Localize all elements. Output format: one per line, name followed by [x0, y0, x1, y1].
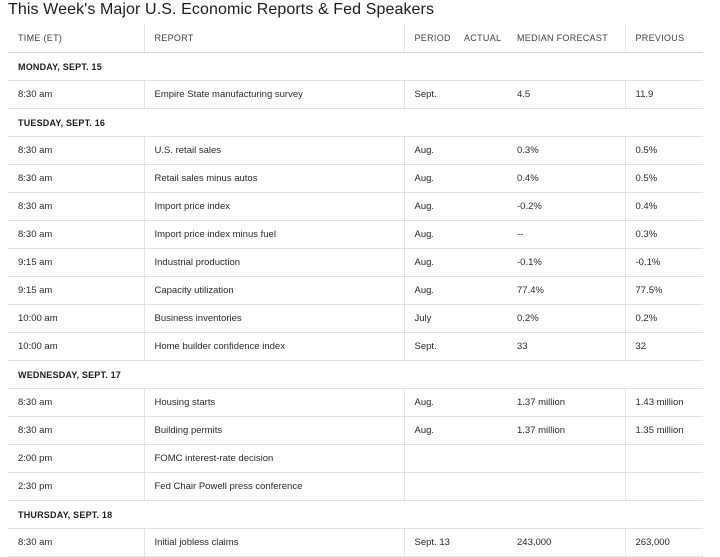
reports-table	[8, 24, 703, 557]
cell-time: 8:30 am	[8, 165, 144, 193]
cell-previous	[625, 473, 703, 501]
cell-median	[507, 445, 625, 473]
cell-period: Sept.	[404, 81, 454, 109]
cell-actual	[454, 417, 507, 445]
cell-actual	[454, 165, 507, 193]
table-row	[8, 249, 703, 277]
cell-median: -0.1%	[507, 249, 625, 277]
table-row	[8, 473, 703, 501]
cell-report: Home builder confidence index	[144, 333, 404, 361]
cell-previous: 11.9	[625, 81, 703, 109]
cell-time: 10:00 am	[8, 333, 144, 361]
cell-time: 8:30 am	[8, 137, 144, 165]
cell-actual	[454, 473, 507, 501]
day-header-row	[8, 361, 703, 389]
cell-previous: 0.2%	[625, 305, 703, 333]
cell-median: 1.37 million	[507, 417, 625, 445]
cell-median: 33	[507, 333, 625, 361]
day-label: WEDNESDAY, SEPT. 17	[8, 361, 703, 389]
cell-median: 4.5	[507, 81, 625, 109]
cell-period: Aug.	[404, 277, 454, 305]
cell-previous: 1.35 million	[625, 417, 703, 445]
col-header-period: PERIOD	[404, 24, 454, 53]
day-label: TUESDAY, SEPT. 16	[8, 109, 703, 137]
cell-report: U.S. retail sales	[144, 137, 404, 165]
cell-report: Import price index minus fuel	[144, 221, 404, 249]
cell-time: 2:30 pm	[8, 473, 144, 501]
cell-previous: -0.1%	[625, 249, 703, 277]
cell-previous	[625, 445, 703, 473]
cell-median: --	[507, 221, 625, 249]
cell-actual	[454, 333, 507, 361]
cell-actual	[454, 305, 507, 333]
cell-report: Housing starts	[144, 389, 404, 417]
cell-report: Business inventories	[144, 305, 404, 333]
cell-report: Fed Chair Powell press conference	[144, 473, 404, 501]
cell-previous: 0.5%	[625, 165, 703, 193]
cell-time: 10:00 am	[8, 305, 144, 333]
table-row	[8, 137, 703, 165]
cell-median: 0.3%	[507, 137, 625, 165]
cell-actual	[454, 221, 507, 249]
cell-previous: 0.5%	[625, 137, 703, 165]
cell-report: Initial jobless claims	[144, 529, 404, 557]
cell-actual	[454, 249, 507, 277]
cell-actual	[454, 277, 507, 305]
cell-actual	[454, 81, 507, 109]
cell-period: Aug.	[404, 389, 454, 417]
cell-median: 77.4%	[507, 277, 625, 305]
cell-report: Empire State manufacturing survey	[144, 81, 404, 109]
cell-previous: 0.3%	[625, 221, 703, 249]
table-row	[8, 277, 703, 305]
col-header-median-forecast: MEDIAN FORECAST	[507, 24, 625, 53]
col-header-time: TIME (ET)	[8, 24, 144, 53]
table-row	[8, 417, 703, 445]
cell-median: 1.37 million	[507, 389, 625, 417]
table-row	[8, 305, 703, 333]
cell-period	[404, 445, 454, 473]
cell-time: 8:30 am	[8, 193, 144, 221]
cell-period	[404, 473, 454, 501]
cell-actual	[454, 193, 507, 221]
cell-time: 8:30 am	[8, 81, 144, 109]
cell-actual	[454, 389, 507, 417]
cell-report: FOMC interest-rate decision	[144, 445, 404, 473]
cell-report: Capacity utilization	[144, 277, 404, 305]
day-label: THURSDAY, SEPT. 18	[8, 501, 703, 529]
cell-previous: 1.43 million	[625, 389, 703, 417]
cell-period: Sept. 13	[404, 529, 454, 557]
cell-actual	[454, 137, 507, 165]
cell-previous: 32	[625, 333, 703, 361]
table-row	[8, 221, 703, 249]
day-header-row	[8, 501, 703, 529]
table-body	[8, 53, 703, 557]
table-row	[8, 81, 703, 109]
cell-period: July	[404, 305, 454, 333]
cell-time: 9:15 am	[8, 249, 144, 277]
header-row	[8, 24, 703, 53]
cell-period: Aug.	[404, 165, 454, 193]
table-row	[8, 193, 703, 221]
cell-report: Retail sales minus autos	[144, 165, 404, 193]
cell-actual	[454, 445, 507, 473]
table-row	[8, 445, 703, 473]
cell-time: 8:30 am	[8, 389, 144, 417]
cell-median: -0.2%	[507, 193, 625, 221]
cell-report: Industrial production	[144, 249, 404, 277]
cell-period: Aug.	[404, 193, 454, 221]
cell-median: 0.4%	[507, 165, 625, 193]
cell-time: 8:30 am	[8, 529, 144, 557]
page-title: This Week's Major U.S. Economic Reports & Fed Speakers	[8, 1, 435, 18]
col-header-report: REPORT	[144, 24, 404, 53]
cell-median: 243,000	[507, 529, 625, 557]
cell-time: 2:00 pm	[8, 445, 144, 473]
cell-period: Aug.	[404, 249, 454, 277]
day-header-row	[8, 53, 703, 81]
cell-time: 8:30 am	[8, 221, 144, 249]
cell-period: Aug.	[404, 137, 454, 165]
table-row	[8, 333, 703, 361]
cell-previous: 77.5%	[625, 277, 703, 305]
cell-time: 8:30 am	[8, 417, 144, 445]
table-row	[8, 389, 703, 417]
cell-median	[507, 473, 625, 501]
cell-actual	[454, 529, 507, 557]
cell-period: Sept.	[404, 333, 454, 361]
table-row	[8, 529, 703, 557]
cell-median: 0.2%	[507, 305, 625, 333]
cell-previous: 263,000	[625, 529, 703, 557]
cell-period: Aug.	[404, 417, 454, 445]
cell-time: 9:15 am	[8, 277, 144, 305]
table-row	[8, 165, 703, 193]
cell-report: Import price index	[144, 193, 404, 221]
col-header-actual: ACTUAL	[454, 24, 507, 53]
cell-report: Building permits	[144, 417, 404, 445]
cell-previous: 0.4%	[625, 193, 703, 221]
day-header-row	[8, 109, 703, 137]
col-header-previous: PREVIOUS	[625, 24, 703, 53]
cell-period: Aug.	[404, 221, 454, 249]
day-label: MONDAY, SEPT. 15	[8, 53, 703, 81]
